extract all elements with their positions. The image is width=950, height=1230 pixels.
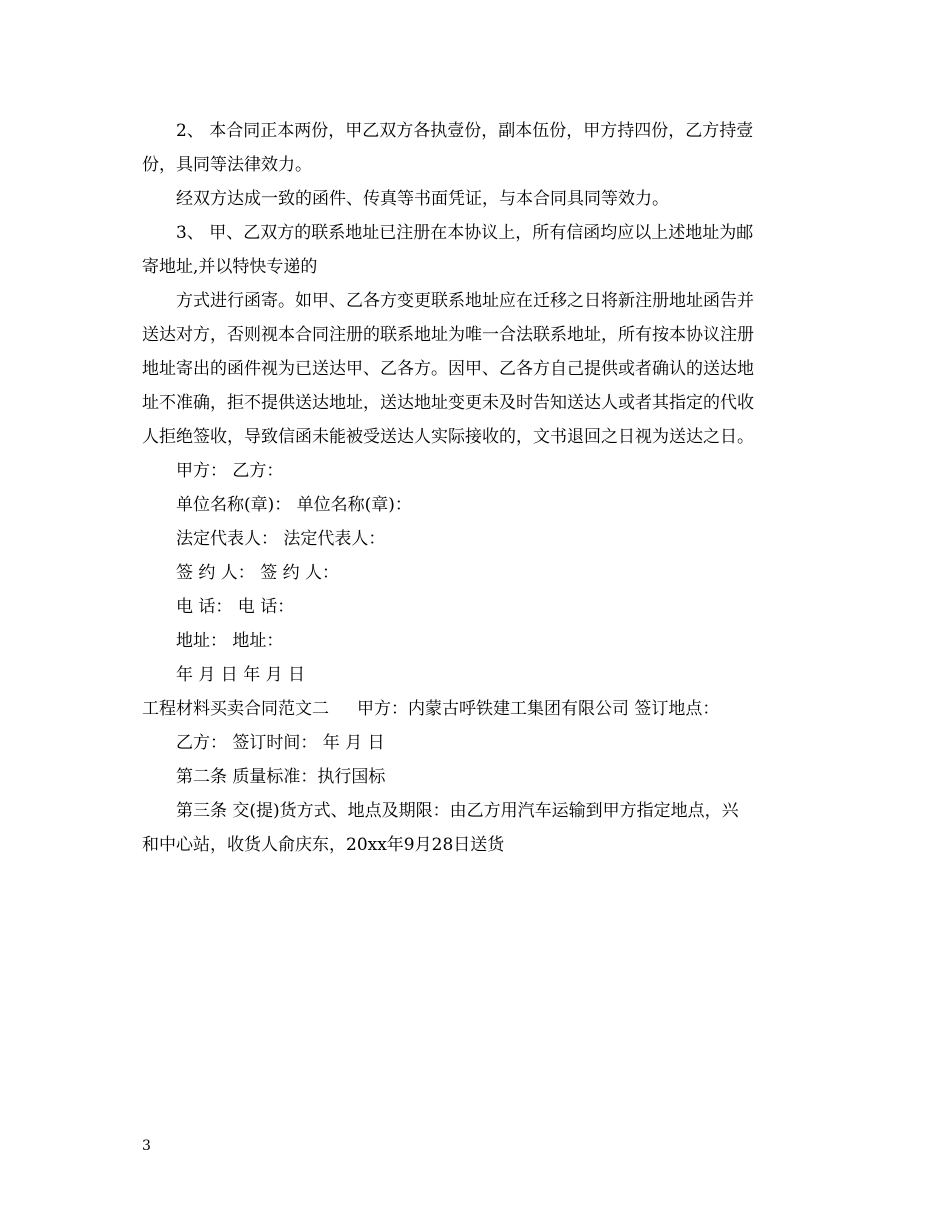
paragraph-line: 地址寄出的函件视为已送达甲、乙各方。因甲、乙各方自己提供或者确认的送达地	[142, 359, 754, 379]
signature-line: 单位名称(章)： 单位名称(章)：	[176, 495, 412, 515]
contract-line: 和中心站，收货人俞庆东，20xx年9月28日送货	[142, 835, 505, 855]
paragraph-line: 2、 本合同正本两份，甲乙双方各执壹份，副本伍份，甲方持四份，乙方持壹	[176, 121, 754, 141]
signature-line: 电 话： 电 话：	[176, 597, 295, 617]
document-body	[142, 114, 810, 862]
contract-title-line	[142, 692, 810, 726]
paragraph-line: 寄地址,并以特快专递的	[142, 257, 318, 277]
paragraph-line: 份，具同等法律效力。	[142, 155, 312, 175]
contract-line: 第二条 质量标准：执行国标	[176, 767, 386, 787]
paragraph-line: 方式进行函寄。如甲、乙各方变更联系地址应在迁移之日将新注册地址函告并	[176, 291, 754, 311]
paragraph-line: 经双方达成一致的函件、传真等书面凭证，与本合同具同等效力。	[176, 189, 669, 209]
signature-line: 法定代表人： 法定代表人：	[176, 529, 386, 549]
contract-title: 工程材料买卖合同范文二	[142, 699, 329, 719]
paragraph-line: 送达对方，否则视本合同注册的联系地址为唯一合法联系地址，所有按本协议注册	[142, 325, 754, 345]
signature-line: 地址： 地址：	[176, 631, 284, 651]
contract-line: 第三条 交(提)货方式、地点及期限：由乙方用汽车运输到甲方指定地点，兴	[176, 801, 739, 821]
page-number: 3	[142, 1138, 151, 1154]
paragraph-line: 人拒绝签收，导致信函未能被受送达人实际接收的，文书退回之日视为送达之日。	[142, 427, 754, 447]
signature-line: 签 约 人： 签 约 人：	[176, 563, 340, 583]
contract-parties-text: 甲方：内蒙古呼铁建工集团有限公司 签订地点：	[357, 699, 720, 719]
signature-line: 甲方： 乙方：	[176, 461, 284, 481]
contract-line: 乙方： 签订时间： 年 月 日	[176, 733, 385, 753]
paragraph-line: 3、 甲、乙双方的联系地址已注册在本协议上，所有信函均应以上述地址为邮	[176, 223, 754, 243]
paragraph-line: 址不准确，拒不提供送达地址，送达地址变更未及时告知送达人或者其指定的代收	[142, 393, 754, 413]
signature-line: 年 月 日 年 月 日	[176, 665, 306, 685]
